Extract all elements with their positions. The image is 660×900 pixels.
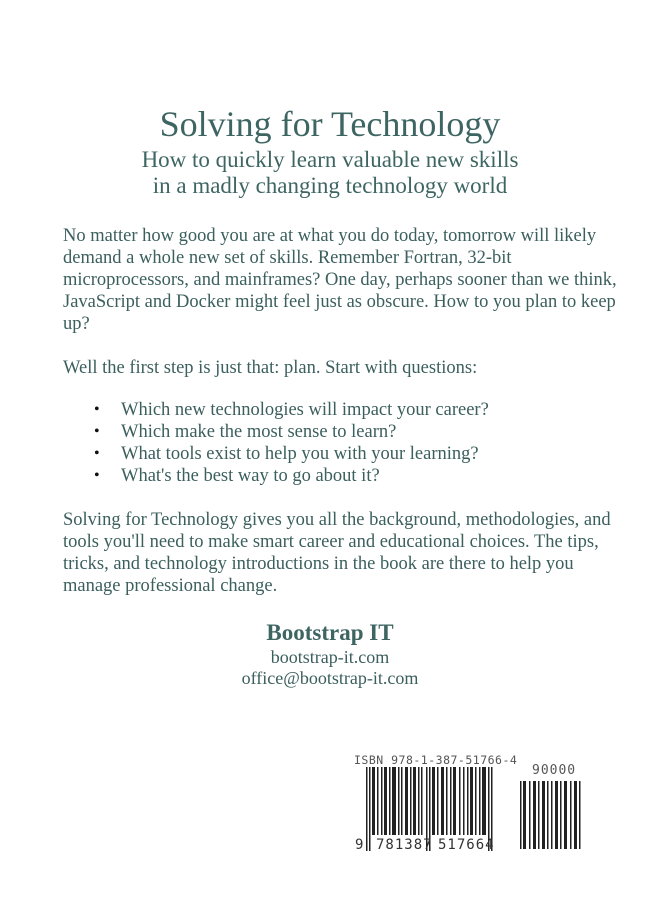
blurb-paragraph-1: No matter how good you are at what you do today, tomorrow will likely demand a whole new set of skills. Remember Fortran, 32-bit microprocessors, and mainframes? One day, perhaps sooner than we think, JavaScript and Docker might feel just as obscure. How to you plan to keep up? — [63, 226, 617, 334]
price-addon-label: 90000 — [532, 763, 577, 778]
blurb-paragraph-2: Well the first step is just that: plan. Start with questions: — [63, 358, 478, 378]
blurb-paragraph-3: Solving for Technology gives you all the background, methodologies, and tools you'll need to make smart career and educational choices. The tips, tricks, and technology introductions in the book are there to help you manage professional change. — [63, 510, 611, 596]
barcode-digit-first: 9 — [355, 837, 364, 853]
bullet-icon: • — [94, 423, 100, 440]
list-item: • Which make the most sense to learn? — [94, 422, 397, 442]
bullet-icon: • — [94, 401, 100, 418]
subtitle-line-1: How to quickly learn valuable new skills — [141, 147, 519, 172]
list-item: • Which new technologies will impact your career? — [94, 400, 489, 420]
barcode-digits-left: 781387 — [376, 837, 433, 853]
isbn-barcode — [352, 753, 592, 853]
publisher-name: Bootstrap IT — [266, 620, 394, 645]
question-list — [90, 399, 489, 487]
subtitle-line-2: in a madly changing technology world — [152, 173, 508, 198]
isbn-label: ISBN 978-1-387-51766-4 — [354, 753, 518, 767]
book-subtitle — [0, 147, 660, 199]
barcode-digits-right: 517664 — [438, 837, 495, 853]
publisher-website: bootstrap-it.com — [270, 647, 390, 667]
list-item: • What tools exist to help you with your learning? — [94, 444, 479, 464]
publisher-email: office@bootstrap-it.com — [241, 668, 419, 688]
book-title: Solving for Technology — [159, 104, 501, 144]
bullet-icon: • — [94, 467, 100, 484]
list-item: • What's the best way to go about it? — [94, 466, 380, 486]
publisher-block — [0, 619, 660, 689]
bullet-icon: • — [94, 445, 100, 462]
